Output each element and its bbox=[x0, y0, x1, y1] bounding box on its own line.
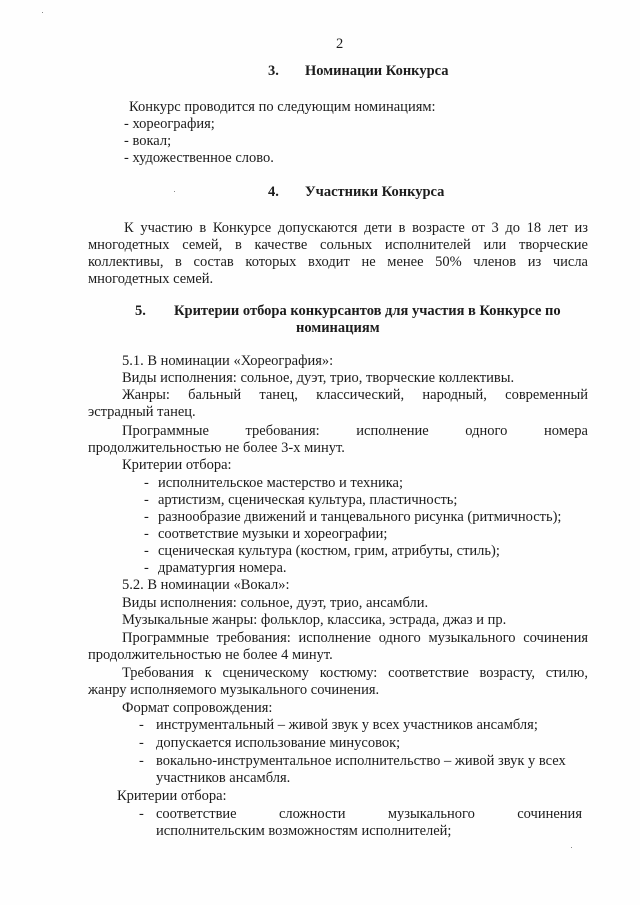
bullet-dash: - bbox=[144, 526, 149, 542]
paragraph-line: продолжительностью не более 4 минут. bbox=[88, 647, 333, 663]
paragraph-line: Музыкальные жанры: фольклор, классика, эстрада, джаз и пр. bbox=[122, 612, 507, 628]
paragraph-line: К участию в Конкурсе допускаются дети в возрасте от 3 до 18 лет из bbox=[124, 220, 588, 236]
scan-speck bbox=[571, 847, 572, 848]
section5-title: Критерии отбора конкурсантов для участия в Конкурсе по bbox=[174, 303, 561, 319]
list-item: артистизм, сценическая культура, пластичность; bbox=[158, 492, 458, 508]
subsection-heading: 5.2. В номинации «Вокал»: bbox=[122, 577, 290, 593]
section3-title: Номинации Конкурса bbox=[305, 63, 449, 79]
section5-title-cont: номинациям bbox=[296, 320, 380, 336]
list-item: инструментальный – живой звук у всех участников ансамбля; bbox=[156, 717, 538, 733]
subsection-heading: 5.1. В номинации «Хореография»: bbox=[122, 353, 334, 369]
paragraph-line: Виды исполнения: сольное, дуэт, трио, творческие коллективы. bbox=[122, 370, 515, 386]
list-item: исполнительское мастерство и техника; bbox=[158, 475, 404, 491]
list-item: разнообразие движений и танцевального рисунка (ритмичность); bbox=[158, 509, 562, 525]
paragraph-line: Требования к сценическому костюму: соответствие возрасту, стилю, bbox=[122, 665, 588, 681]
list-item: допускается использование минусовок; bbox=[156, 735, 401, 751]
bullet-dash: - bbox=[144, 492, 149, 508]
bullet-dash: - bbox=[139, 806, 144, 822]
bullet-dash: - bbox=[139, 717, 144, 733]
section4-number: 4. bbox=[268, 184, 279, 200]
format-heading: Формат сопровождения: bbox=[122, 700, 273, 716]
paragraph-line: жанру исполняемого музыкального сочинения. bbox=[88, 682, 380, 698]
criteria-heading: Критерии отбора: bbox=[117, 788, 227, 804]
paragraph-line: Программные требования: исполнение одного музыкального сочинения bbox=[122, 630, 588, 646]
list-item: - хореография; bbox=[124, 116, 215, 132]
list-item-cont: участников ансамбля. bbox=[156, 770, 291, 786]
paragraph-line: многодетных семей. bbox=[88, 271, 214, 287]
bullet-dash: - bbox=[144, 543, 149, 559]
list-item-cont: исполнительским возможностям исполнителей; bbox=[156, 823, 452, 839]
bullet-dash: - bbox=[144, 509, 149, 525]
section5-number: 5. bbox=[135, 303, 146, 319]
paragraph-line: продолжительностью не более 3-х минут. bbox=[88, 440, 345, 456]
scan-speck bbox=[42, 12, 43, 13]
scan-speck bbox=[174, 191, 175, 192]
page-number: 2 bbox=[336, 36, 344, 52]
bullet-dash: - bbox=[144, 560, 149, 576]
criteria-heading: Критерии отбора: bbox=[122, 457, 232, 473]
paragraph-line: многодетных семей, в качестве сольных исполнителей или творческие bbox=[88, 237, 588, 253]
paragraph-line: Программные требования: исполнение одного номера bbox=[122, 423, 588, 439]
paragraph-line: Жанры: бальный танец, классический, народный, современный bbox=[122, 387, 588, 403]
list-item: - художественное слово. bbox=[124, 150, 274, 166]
section4-title: Участники Конкурса bbox=[305, 184, 445, 200]
list-item: сценическая культура (костюм, грим, атрибуты, стиль); bbox=[158, 543, 500, 559]
paragraph-line: коллективы, в состав которых входит не менее 50% членов из числа bbox=[88, 254, 588, 270]
bullet-dash: - bbox=[144, 475, 149, 491]
bullet-dash: - bbox=[139, 753, 144, 769]
paragraph-line: Виды исполнения: сольное, дуэт, трио, ансамбли. bbox=[122, 595, 429, 611]
list-item: соответствие сложности музыкального сочинения bbox=[156, 806, 582, 822]
list-item: - вокал; bbox=[124, 133, 172, 149]
bullet-dash: - bbox=[139, 735, 144, 751]
list-item: вокально-инструментальное исполнительство – живой звук у всех bbox=[156, 753, 566, 769]
list-item: драматургия номера. bbox=[158, 560, 287, 576]
section3-number: 3. bbox=[268, 63, 279, 79]
list-item: соответствие музыки и хореографии; bbox=[158, 526, 388, 542]
paragraph-line: эстрадный танец. bbox=[88, 404, 196, 420]
section3-intro: Конкурс проводится по следующим номинациям: bbox=[129, 99, 436, 115]
